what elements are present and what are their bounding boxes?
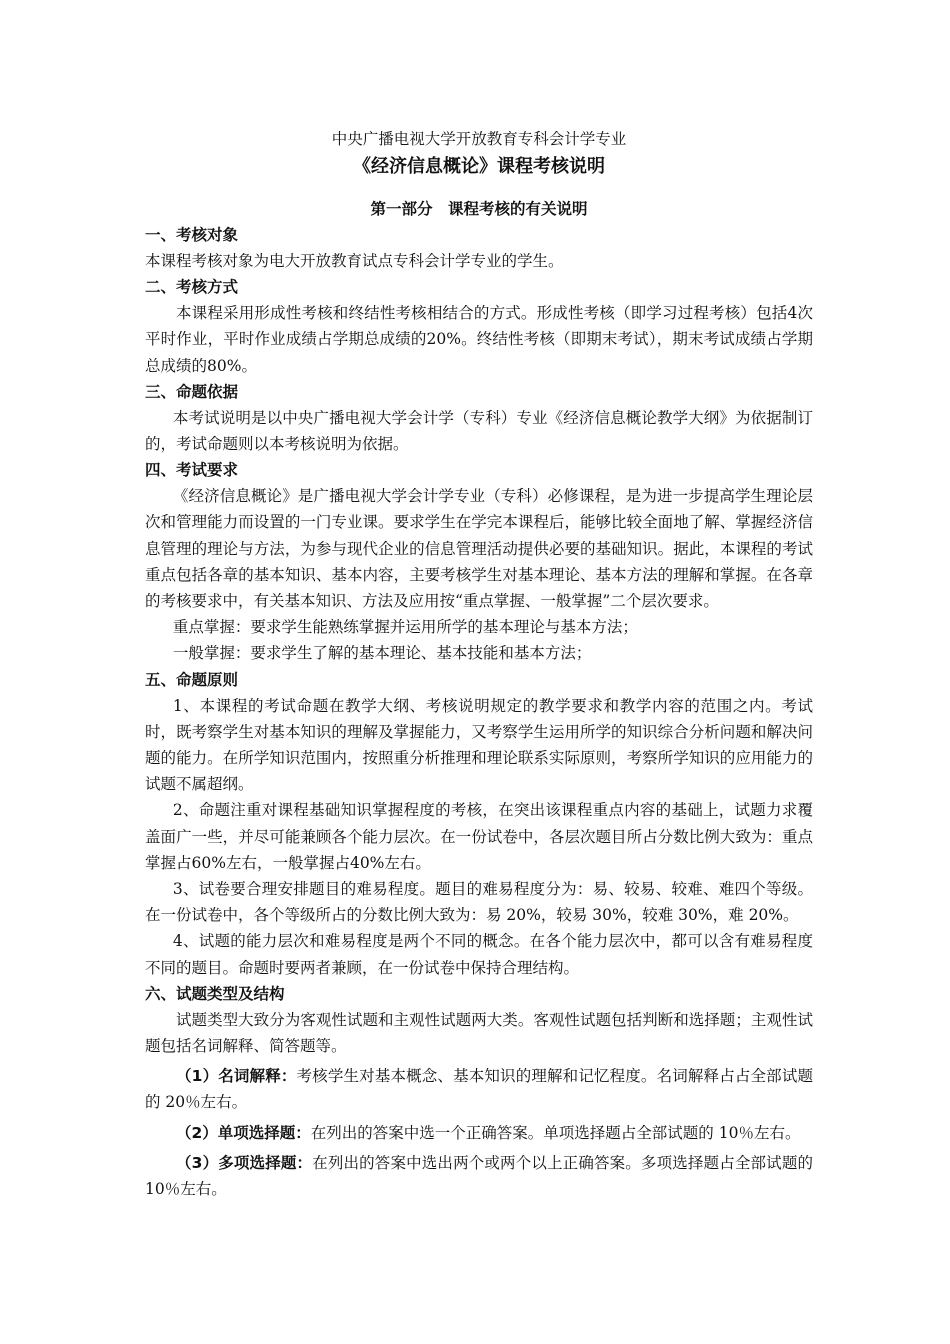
list-item-single-choice [145,1120,813,1146]
paragraph-general-mastery: 一般掌握：要求学生了解的基本理论、基本技能和基本方法； [172,644,592,663]
section-heading-question-types: 六、试题类型及结构 [145,984,285,1003]
item-text: 在列出的答案中选出两个或两个以上正确答案。多项选择题占全部试题的 10％左右。 [145,1153,813,1199]
paragraph-requirements: 《经济信息概论》是广播电视大学会计学专业（专科）必修课程，是为进一步提高学生理论层次和管理能力而设置的一门专业课。要求学生在学完本课程后，能够比较全面地了解、掌握经济信息管理的理论与方法，为参与现代企业的信息管理活动提供必要的基础知识。据此，本课程的考试重点包括各章的基本知识、基本内容，主要考核学生对基本理论、基本方法的理解和掌握。在各章的考核要求中，有关基本知识、方法及应用按“重点掌握、一般掌握”二个层次要求。 [145,487,813,611]
part-title: 第一部分 课程考核的有关说明 [370,200,588,218]
section-heading-exam-target: 一、考核对象 [145,226,239,244]
paragraph-question-types: 试题类型大致分为客观性试题和主观性试题两大类。客观性试题包括判断和选择题；主观性试题包括名词解释、简答题等。 [145,1010,813,1056]
list-item-multiple-choice [145,1150,813,1202]
item-text: 在列出的答案中选一个正确答案。单项选择题占全部试题的 10％左右。 [310,1123,801,1142]
document-title: 《经济信息概论》课程考核说明 [353,156,605,177]
section-heading-basis: 三、命题依据 [145,382,239,401]
paragraph-basis: 本考试说明是以中央广播电视大学会计学（专科）专业《经济信息概论教学大纲》为依据制订的，考试命题则以本考核说明为依据。 [145,408,813,454]
item-text: 考核学生对基本概念、基本知识的理解和记忆程度。名词解释占占全部试题的 20％左右。 [145,1067,813,1112]
paragraph-principle-2: 2、命题注重对课程基础知识掌握程度的考核，在突出该课程重点内容的基础上，试题力求覆盖面广一些，并尽可能兼顾各个能力层次。在一份试卷中，各层次题目所占分数比例大致为：重点掌握占60%左右，一般掌握占40%左右。 [145,801,813,872]
paragraph-principle-4: 4、试题的能力层次和难易程度是两个不同的概念。在各个能力层次中，都可以含有难易程度不同的题目。命题时要两者兼顾，在一份试卷中保持合理结构。 [145,932,813,977]
section-heading-principles: 五、命题原则 [145,670,239,689]
item-lead: （1）名词解释： [176,1067,297,1086]
paragraph-principle-3: 3、试卷要合理安排题目的难易程度。题目的难易程度分为：易、较易、较难、难四个等级。在一份试卷中，各个等级所占的分数比例大致为：易 20%，较易 30%，较难 30%，难 20%。 [145,880,813,925]
paragraph-exam-target: 本课程考核对象为电大开放教育试点专科会计学专业的学生。 [145,252,564,270]
paragraph-exam-method: 本课程采用形成性考核和终结性考核相结合的方式。形成性考核（即学习过程考核）包括4次平时作业，平时作业成绩占学期总成绩的20%。终结性考核（即期末考试），期末考试成绩占学期总成绩的80%。 [145,304,813,375]
paragraph-key-mastery: 重点掌握：要求学生能熟练掌握并运用所学的基本理论与基本方法； [172,618,638,637]
item-lead: （2）单项选择题： [176,1123,311,1142]
section-heading-requirements: 四、考试要求 [145,461,239,480]
list-item-term-explanation [145,1063,813,1115]
section-heading-exam-method: 二、考核方式 [145,278,239,297]
paragraph-principle-1: 1、本课程的考试命题在教学大纲、考核说明规定的教学要求和教学内容的范围之内。考试时，既考察学生对基本知识的理解及掌握能力，又考察学生运用所学的知识综合分析问题和解决问题的能力。在所学知识范围内，按照重分析推理和理论联系实际原则，考察所学知识的应用能力的试题不属超纲。 [145,696,813,794]
document-subtitle: 中央广播电视大学开放教育专科会计学专业 [331,130,627,148]
item-lead: （3）多项选择题： [176,1153,313,1172]
